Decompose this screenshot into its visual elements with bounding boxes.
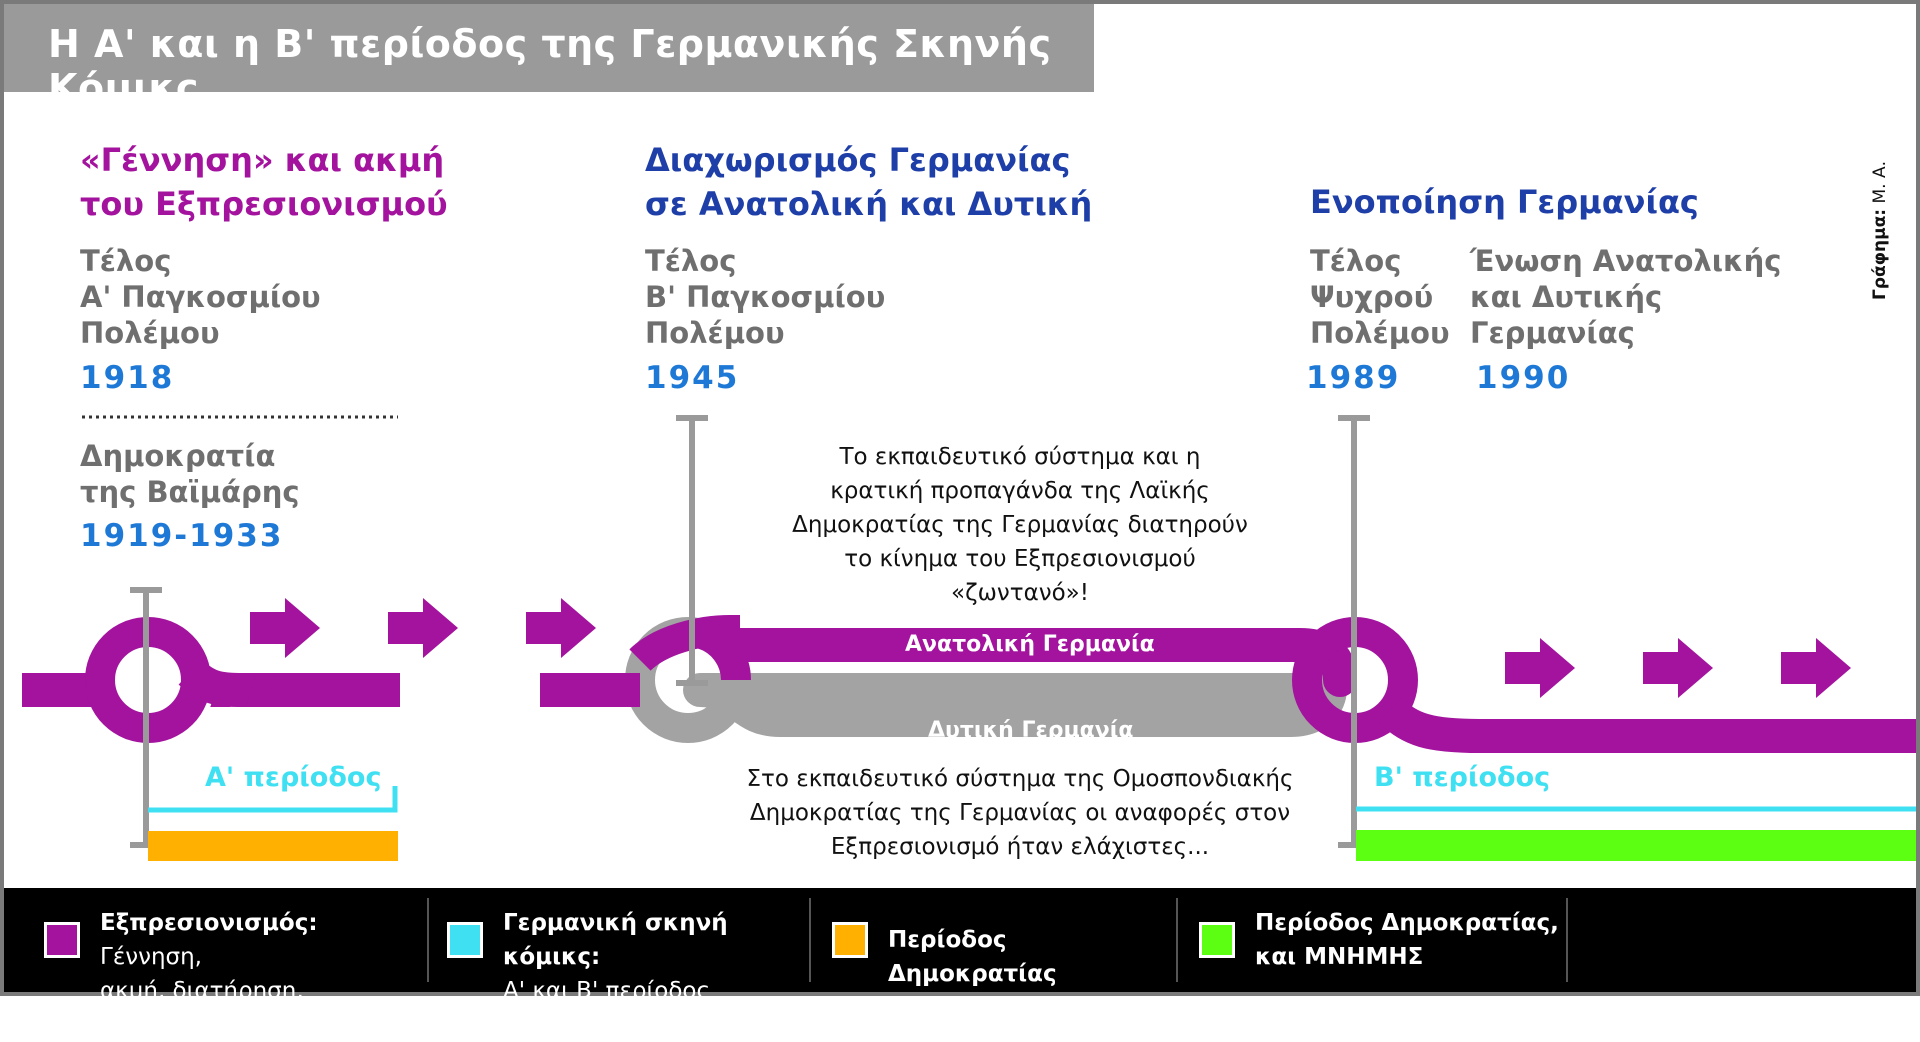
legend-item-expressionism bbox=[44, 888, 424, 1038]
division-year: 1945 bbox=[645, 360, 740, 396]
legend-expressionism-text: Γέννηση, ακμή, διατήρηση, αναβίωση bbox=[100, 944, 304, 1038]
legend-item-memory bbox=[1199, 888, 1559, 992]
division-heading: Διαχωρισμός Γερμανίας σε Ανατολική και Δυτική bbox=[645, 141, 1093, 223]
cold-war-event: Τέλος Ψυχρού Πολέμου bbox=[1310, 244, 1450, 350]
legend-divider bbox=[809, 898, 811, 982]
legend-swatch-green bbox=[1199, 922, 1235, 958]
west-germany-label: Δυτική Γερμανία bbox=[928, 718, 1134, 743]
legend-democracy-bold: Περίοδος Δημοκρατίας bbox=[888, 927, 1057, 987]
legend-comics-text: Α' και Β' περίοδος bbox=[503, 978, 710, 1004]
division-event: Τέλος Β' Παγκοσμίου Πολέμου bbox=[645, 244, 886, 350]
east-note: Το εκπαιδευτικό σύστημα και η κρατική προπαγάνδα της Λαϊκής Δημοκρατίας της Γερμανίας διατηρούν το κίνημα του Εξπρεσιονισμού «ζωντανό»! bbox=[792, 444, 1248, 606]
diagram-title: Η Α' και η Β' περίοδος της Γερμανικής Σκηνής Κόμικς bbox=[48, 22, 1052, 110]
birth-year: 1918 bbox=[80, 360, 175, 396]
reunification-year: 1990 bbox=[1476, 360, 1571, 396]
legend-swatch-cyan bbox=[447, 922, 483, 958]
legend-comics-bold: Γερμανική σκηνή κόμικς: bbox=[503, 910, 728, 970]
legend-memory-bold: Περίοδος Δημοκρατίας, και ΜΝΗΜΗΣ bbox=[1255, 910, 1559, 970]
legend-divider bbox=[1176, 898, 1178, 982]
arrows-first bbox=[250, 598, 596, 658]
memory-bar bbox=[1356, 830, 1916, 861]
second-period-label: Β' περίοδος bbox=[1374, 762, 1551, 793]
legend-item-comics bbox=[447, 888, 807, 1004]
cold-war-year: 1989 bbox=[1306, 360, 1401, 396]
birth-event: Τέλος Α' Παγκοσμίου Πολέμου bbox=[80, 244, 321, 350]
arrows-second bbox=[1505, 638, 1851, 698]
legend-expressionism-bold: Εξπρεσιονισμός: bbox=[100, 910, 318, 936]
weimar-label: Δημοκρατία της Βαϊμάρης bbox=[80, 439, 300, 509]
west-note: Στο εκπαιδευτικό σύστημα της Ομοσπονδιακής Δημοκρατίας της Γερμανίας οι αναφορές στον Εξπρεσιονισμό ήταν ελάχιστες... bbox=[746, 766, 1294, 860]
legend-item-democracy bbox=[832, 888, 1172, 992]
democracy-bar bbox=[148, 831, 398, 861]
legend-swatch-orange bbox=[832, 922, 868, 958]
legend-divider bbox=[1566, 898, 1568, 982]
credit-name: Μ. Α. bbox=[1870, 161, 1890, 204]
reunification-event: Ένωση Ανατολικής και Δυτικής Γερμανίας bbox=[1470, 244, 1782, 350]
legend bbox=[4, 888, 1916, 1038]
expressionism-revival-line bbox=[1390, 710, 1916, 736]
east-germany-label: Ανατολική Γερμανία bbox=[905, 632, 1155, 657]
legend-divider bbox=[427, 898, 429, 982]
weimar-years: 1919-1933 bbox=[80, 518, 284, 554]
credit bbox=[1870, 161, 1890, 300]
credit-label: Γράφημα: bbox=[1870, 208, 1890, 300]
unification-heading: Ενοποίηση Γερμανίας bbox=[1310, 183, 1699, 221]
birth-heading: «Γέννηση» και ακμή του Εξπρεσιονισμού bbox=[80, 141, 448, 223]
legend-swatch-magenta bbox=[44, 922, 80, 958]
first-period-label: Α' περίοδος bbox=[205, 762, 382, 793]
